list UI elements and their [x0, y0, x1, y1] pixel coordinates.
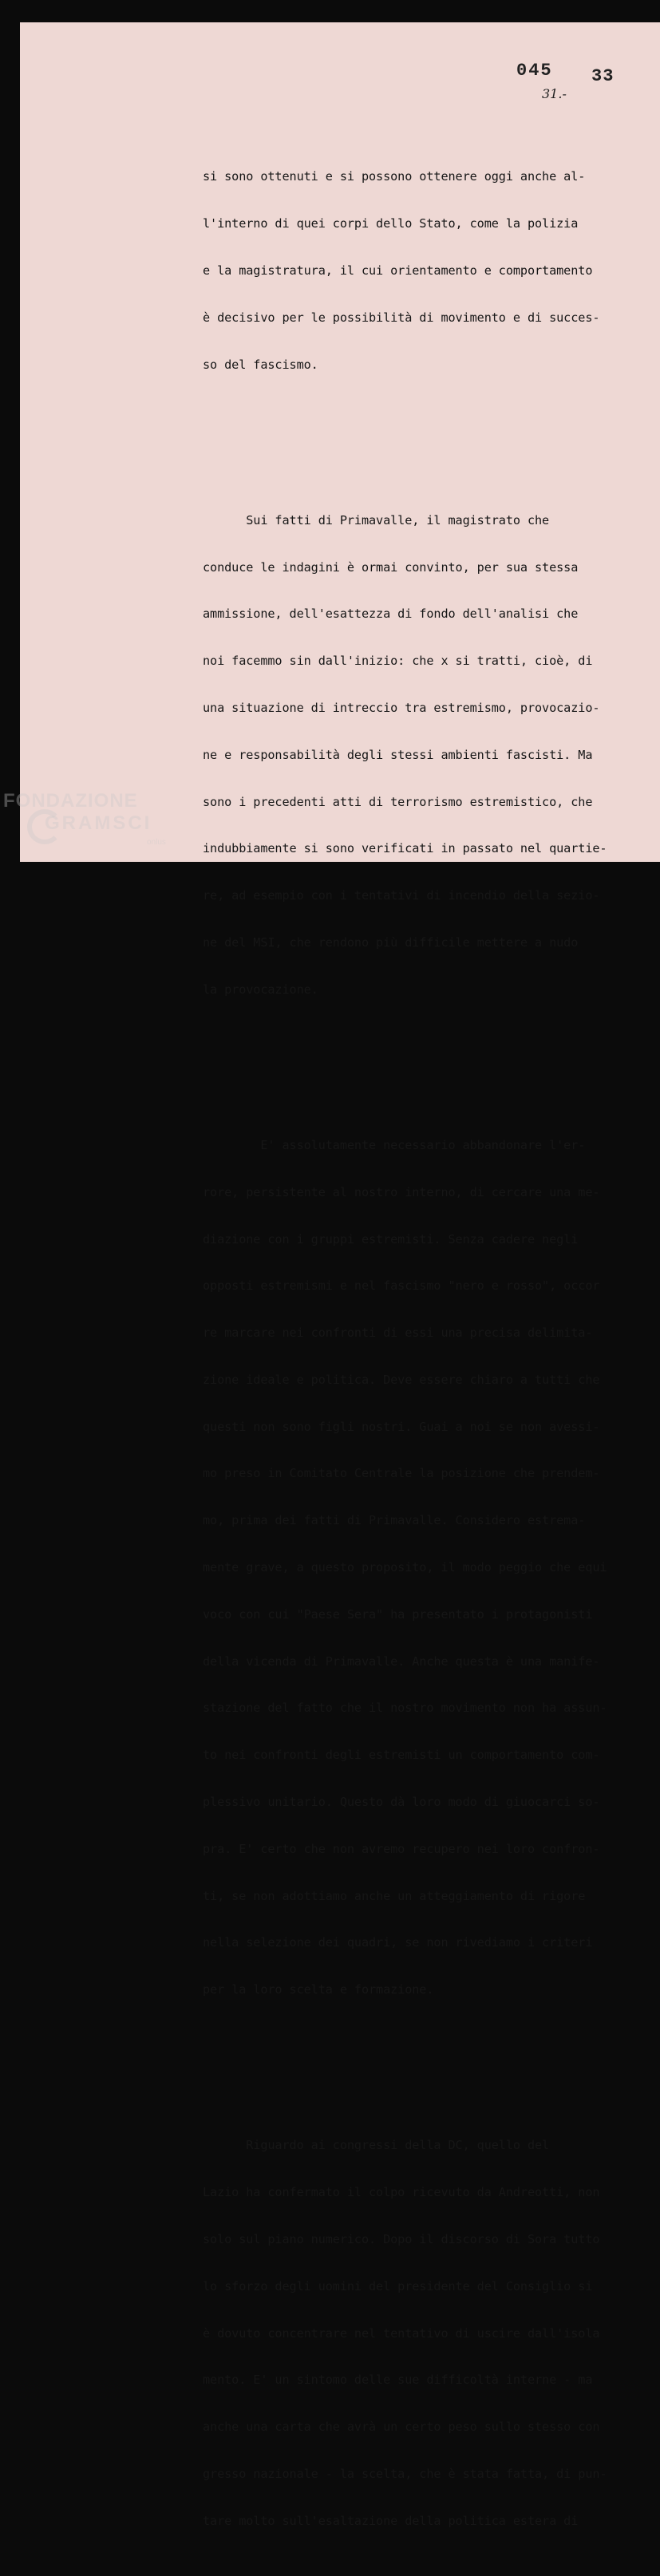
typed-body: [203, 107, 650, 2576]
paragraph: [203, 138, 650, 404]
paragraph: [203, 482, 650, 1029]
text-line: Lazio ha confermato il colpo ricevuto da Andreotti, non: [203, 2185, 600, 2200]
watermark-line1: FONDAZIONE: [3, 790, 138, 812]
text-line: Sui fatti di Primavalle, il magistrato che: [203, 512, 550, 527]
text-line: voco con cui "Paese Sera" ha presentato i protagonisti: [203, 1606, 593, 1622]
paragraph: [203, 1107, 650, 2029]
text-line: to nei confronti degli estremisti un comportamento com-: [203, 1748, 600, 1763]
text-line: conduce le indagini è ormai convinto, per sua stessa: [203, 559, 579, 575]
text-line: ammissione, dell'esattezza di fondo dell'analisi che: [203, 606, 579, 622]
text-line: è dovuto concentrare nel tentativo di uscire dall'isola: [203, 2325, 600, 2341]
text-line: e la magistratura, il cui orientamento e comportamento: [203, 263, 593, 278]
text-line: pra. E' certo che non avremo recupero nei loro confron-: [203, 1841, 600, 1856]
text-line: si sono ottenuti e si possono ottenere oggi anche al-: [203, 169, 586, 184]
text-line: anche una carta che avrà un certo peso sullo stesso con: [203, 2420, 600, 2435]
text-line: questi non sono figli nostri. Guai a noi se non avessi-: [203, 1419, 600, 1434]
text-line: lo sforzo degli uomini del presidente del Consiglio si: [203, 2278, 593, 2294]
text-line: ne del MSI, che rendono più difficile mettere a nudo: [203, 934, 579, 950]
handwritten-page-number: 31.-: [542, 86, 567, 101]
text-line: l'interno di quei corpi dello Stato, come la polizia: [203, 216, 579, 231]
paragraph: [203, 2107, 650, 2560]
page-number: 33: [591, 66, 615, 86]
text-line: gresso nazionale - la scelta, che è stata fatta, di pun-: [203, 2466, 607, 2481]
text-line: una situazione di intreccio tra estremismo, provocazio-: [203, 700, 600, 715]
text-line: ti, se non adottiamo anche un atteggiamento di rigore: [203, 1888, 586, 1903]
text-line: la provocazione.: [203, 982, 318, 997]
text-line: stazione del fatto che il nostro movimento non ha assun-: [203, 1701, 607, 1716]
text-line: tare molto sull'esaltazione della politica estera di: [203, 2513, 579, 2528]
text-line: indubbiamente si sono verificati in passato nel quartie-: [203, 841, 607, 856]
text-line: ne e responsabilità degli stessi ambienti fascisti. Ma: [203, 747, 593, 762]
text-line: so del fascismo.: [203, 357, 318, 372]
text-line: re, ad esempio con i tentativi di incendio della sezio-: [203, 888, 600, 903]
text-line: della vicenda di Primavalle. Anche questa è una manife-: [203, 1653, 600, 1669]
text-line: Riguardo ai congressi della DC, quello del: [203, 2138, 550, 2153]
text-line: nella selezione dei quadri, se non rivediamo i criteri: [203, 1935, 593, 1950]
text-line: sono i precedenti atti di terrorismo estremistico, che: [203, 794, 593, 809]
archive-number: 045: [516, 61, 553, 81]
text-line: re marcare nei confronti di essi una precisa delimita-: [203, 1326, 593, 1341]
watermark-line3: onlus: [147, 838, 166, 847]
text-line: mento. E' un sintomo delle sue difficoltà interne - ma: [203, 2373, 593, 2388]
text-line: plessivo unitario. Questo dà loro modo di giuocarci so-: [203, 1794, 600, 1809]
text-line: è decisivo per le possibilità di movimento e di succes-: [203, 310, 600, 325]
text-line: E' assolutamente necessario abbandonare l'er-: [203, 1138, 586, 1152]
text-line: diazione con i gruppi estremisti. Senza cadere negli: [203, 1231, 579, 1247]
text-line: per la loro scelta e formazione.: [203, 1982, 434, 1997]
text-line: solo sul piano numerico. Dopo il discorso di Sora tutto: [203, 2231, 600, 2246]
text-line: mente grave, a questo proposito, il modo peggio che equi: [203, 1560, 607, 1575]
text-line: zione ideale e politica. Deve essere chiaro a tutti che: [203, 1372, 600, 1387]
text-line: opposti estremismi e nel fascismo "nero e rosso", occor: [203, 1278, 600, 1294]
watermark-line2: GRAMSCI: [45, 812, 152, 834]
text-line: mo, prima dei fatti di Primavalle. Considero estrema-: [203, 1513, 586, 1528]
text-line: mo preso in Comitato Centrale la posizione che prendem-: [203, 1466, 600, 1481]
text-line: noi facemmo sin dall'inizio: che x si tratti, cioè, di: [203, 654, 593, 669]
text-line: rore, persistente al nostro interno, di cercare una me-: [203, 1184, 600, 1199]
